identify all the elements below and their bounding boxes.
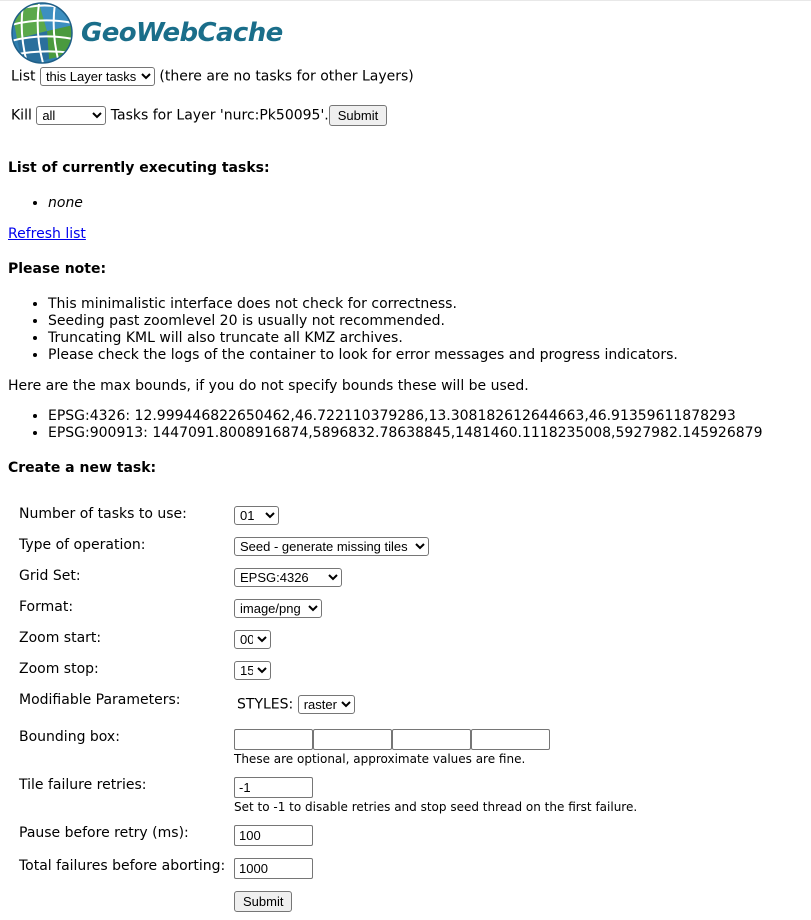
globe-icon [9,1,75,65]
pause-input[interactable] [234,825,313,846]
pause-label: Pause before retry (ms): [19,825,189,841]
refresh-list-link[interactable]: Refresh list [8,226,86,242]
list-note: (there are no tasks for other Layers) [159,68,414,85]
bbox-label: Bounding box: [19,729,120,745]
total-failures-input[interactable] [234,858,313,879]
format-label: Format: [19,599,74,615]
list-item: • Please check the logs of the container to look for error messages and progress indicators. [48,347,678,364]
note-list [8,296,678,364]
bbox-minx-input[interactable] [234,729,313,750]
gridset-select[interactable] [234,568,342,587]
executing-heading: List of currently executing tasks: [8,160,270,176]
retries-input[interactable] [234,777,313,798]
styles-label: STYLES: [237,696,294,713]
kill-row [11,105,387,126]
zoom-start-label: Zoom start: [19,630,102,646]
zoom-stop-label: Zoom stop: [19,661,99,677]
tasks-select[interactable] [234,506,279,525]
list-item: • none [48,195,83,212]
list-item: • EPSG:900913: 1447091.8008916874,5896832.78638845,1481460.1118235008,5927982.145926879 [48,425,762,442]
brand-name: GeoWebCache [81,18,283,48]
bounds-list [8,408,762,442]
list-item: • Truncating KML will also truncate all KMZ archives. [48,330,678,347]
kill-submit-button[interactable]: Submit [329,105,387,126]
create-submit-button[interactable]: Submit [234,891,292,912]
list-row [11,67,414,86]
tasks-label: Number of tasks to use: [19,506,187,522]
list-label: List [11,68,36,85]
bbox-maxx-input[interactable] [392,729,471,750]
list-item: • This minimalistic interface does not check for correctness. [48,296,678,313]
bbox-hint: These are optional, approximate values are fine. [234,752,526,766]
params-label: Modifiable Parameters: [19,692,181,708]
task-scope-select[interactable] [40,67,155,86]
zoom-start-select[interactable] [234,630,271,649]
executing-list [8,195,83,212]
operation-select[interactable] [234,537,429,556]
kill-label: Kill [11,107,32,124]
list-item: • Seeding past zoomlevel 20 is usually not recommended. [48,313,678,330]
note-heading: Please note: [8,261,107,277]
format-select[interactable] [234,599,322,618]
retries-hint: Set to -1 to disable retries and stop seed thread on the first failure. [234,800,638,814]
gridset-label: Grid Set: [19,568,81,584]
kill-scope-select[interactable] [36,106,106,125]
retries-label: Tile failure retries: [19,777,147,793]
zoom-stop-select[interactable] [234,661,271,680]
operation-label: Type of operation: [19,537,146,553]
kill-layer-text: Tasks for Layer 'nurc:Pk50095'. [110,107,329,124]
styles-select[interactable] [298,695,355,714]
list-item: • EPSG:4326: 12.999446822650462,46.722110379286,13.308182612644663,46.91359611878293 [48,408,762,425]
geowebcache-logo [9,1,283,65]
create-heading: Create a new task: [8,460,157,476]
total-failures-label: Total failures before aborting: [19,858,226,874]
bbox-maxy-input[interactable] [471,729,550,750]
bbox-miny-input[interactable] [313,729,392,750]
bounds-intro: Here are the max bounds, if you do not specify bounds these will be used. [8,378,529,394]
